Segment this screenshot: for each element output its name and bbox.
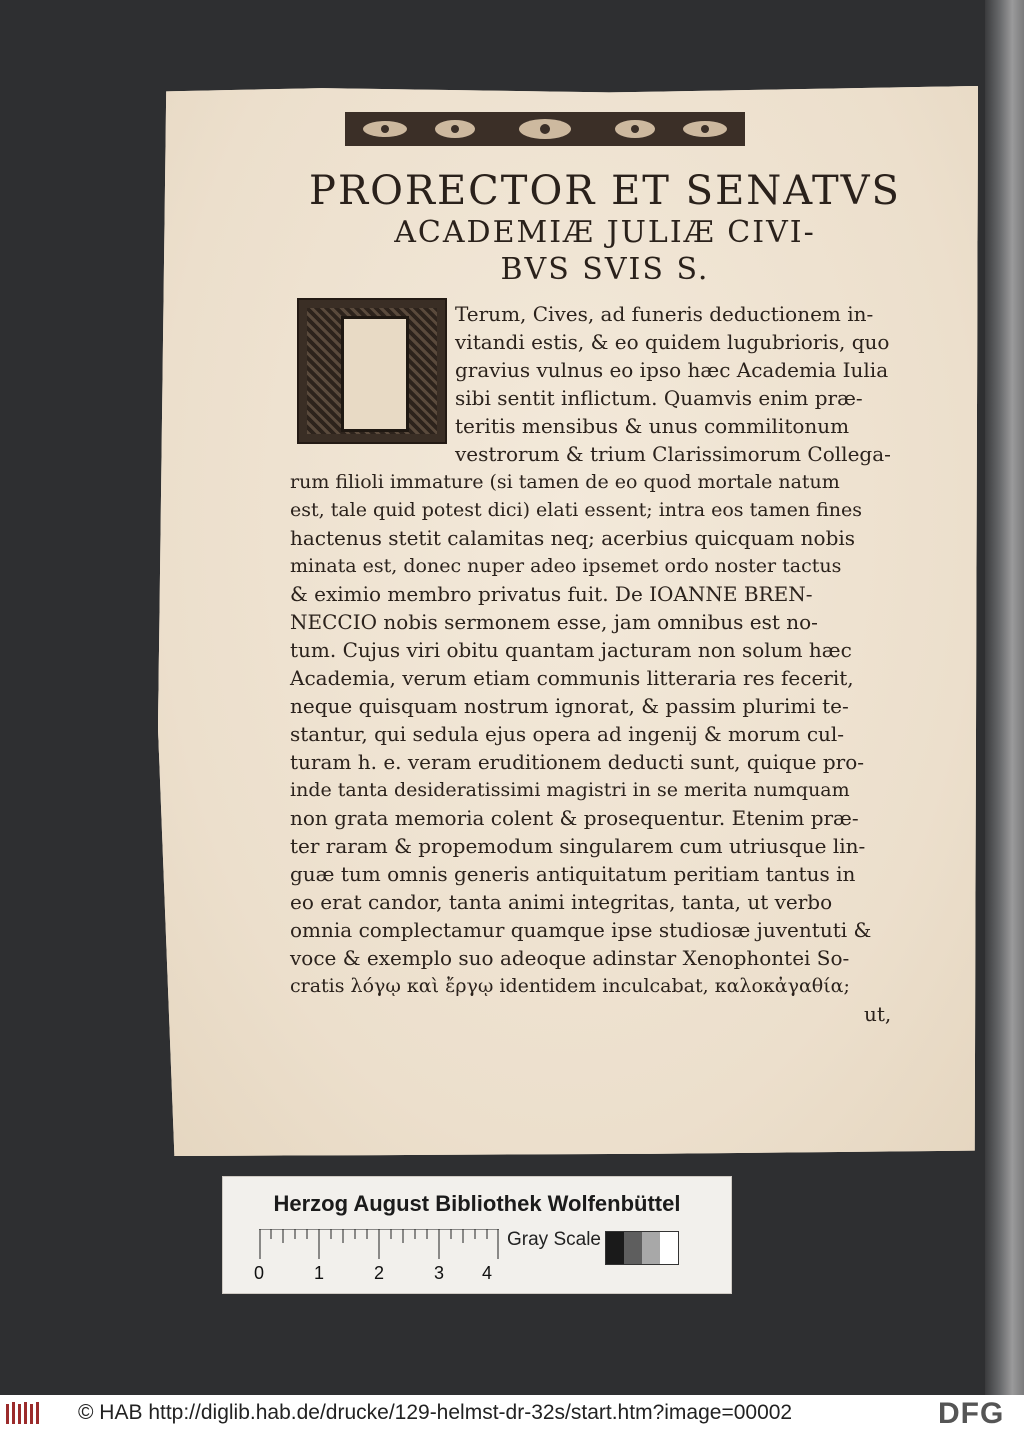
body-line: voce & exemplo suo adeoque adinstar Xenophontei So-	[290, 946, 850, 970]
ruler-number: 4	[482, 1263, 493, 1283]
footer-bar	[0, 1395, 1024, 1432]
gray-scale-swatches	[605, 1231, 679, 1265]
body-line: cratis λόγῳ καὶ ἔργῳ identidem inculcabat, καλοκἀγαθία;	[290, 975, 850, 997]
gray-swatch	[642, 1232, 660, 1264]
body-line: hactenus stetit calamitas neq; acerbius quicquam nobis	[290, 526, 856, 550]
body-line: stantur, qui sedula ejus opera ad ingenij & morum cul-	[290, 722, 845, 746]
gray-swatch	[606, 1232, 624, 1264]
body-line: guæ tum omnis generis antiquitatum peritiam tantus in	[290, 862, 856, 886]
source-url-link[interactable]: © HAB http://diglib.hab.de/drucke/129-helmst-dr-32s/start.htm?image=00002	[78, 1401, 793, 1424]
gray-swatch	[624, 1232, 642, 1264]
ruler-number: 2	[374, 1263, 385, 1283]
body-line: neque quisquam nostrum ignorat, & passim plurimi te-	[290, 694, 849, 718]
body-line: ter raram & propemodum singularem cum utriusque lin-	[290, 834, 866, 858]
body-line: est, tale quid potest dici) elati essent; intra eos tamen fines	[290, 499, 863, 521]
body-line: minata est, donec nuper adeo ipsemet ordo noster tactus	[290, 555, 842, 577]
heading-line-3: BVS SVIS S.	[500, 252, 710, 287]
body-line: teritis mensibus & unus commilitonum	[455, 414, 850, 438]
ruler-number: 3	[434, 1263, 445, 1283]
decorated-initial-icon	[297, 298, 447, 444]
body-line: inde tanta desideratissimi magistri in se merita numquam	[290, 779, 850, 801]
library-name: Herzog August Bibliothek Wolfenbüttel	[273, 1191, 681, 1216]
body-line: gravius vulnus eo ipso hæc Academia Iulia	[455, 358, 889, 382]
body-line: & eximio membro privatus fuit. De IOANNE BREN-	[290, 582, 813, 606]
body-line: tum. Cujus viri obitu quantam jacturam non solum hæc	[290, 638, 852, 662]
gray-scale-label: Gray Scale	[507, 1229, 601, 1250]
color-calibration-card	[222, 1176, 732, 1294]
heading-line-2: ACADEMIÆ JULIÆ CIVI-	[394, 215, 816, 250]
ornament-band-icon	[345, 110, 745, 148]
body-line: omnia complectamur quamque ipse studiosæ juventuti &	[290, 918, 872, 942]
body-line: turam h. e. veram eruditionem deducti sunt, quique pro-	[290, 750, 865, 774]
body-line: NECCIO nobis sermonem esse, jam omnibus est no-	[290, 610, 818, 634]
scanner-gutter	[985, 0, 1024, 1395]
body-line: vestrorum & trium Clarissimorum Collega-	[455, 442, 891, 466]
page-title: PRORECTOR ET SENATVS	[309, 168, 901, 214]
catchword: ut,	[864, 1002, 892, 1026]
body-line: vitandi estis, & eo quidem lugubrioris, quo	[455, 330, 890, 354]
body-line: Academia, verum etiam communis litteraria res fecerit,	[290, 666, 854, 690]
ruler-number: 1	[314, 1263, 325, 1283]
dfg-logo: DFG	[938, 1397, 1005, 1430]
body-line: Terum, Cives, ad funeris deductionem in-	[455, 302, 874, 326]
barcode-icon	[5, 1400, 43, 1426]
ruler-icon	[259, 1229, 499, 1259]
body-line: eo erat candor, tanta animi integritas, tanta, ut verbo	[290, 890, 833, 914]
body-line: rum filioli immature (si tamen de eo quod mortale natum	[290, 471, 840, 493]
body-line: sibi sentit inflictum. Quamvis enim præ-	[455, 386, 863, 410]
ruler-number: 0	[254, 1263, 265, 1283]
gray-swatch	[660, 1232, 678, 1264]
body-line: non grata memoria colent & prosequentur. Etenim præ-	[290, 806, 859, 830]
